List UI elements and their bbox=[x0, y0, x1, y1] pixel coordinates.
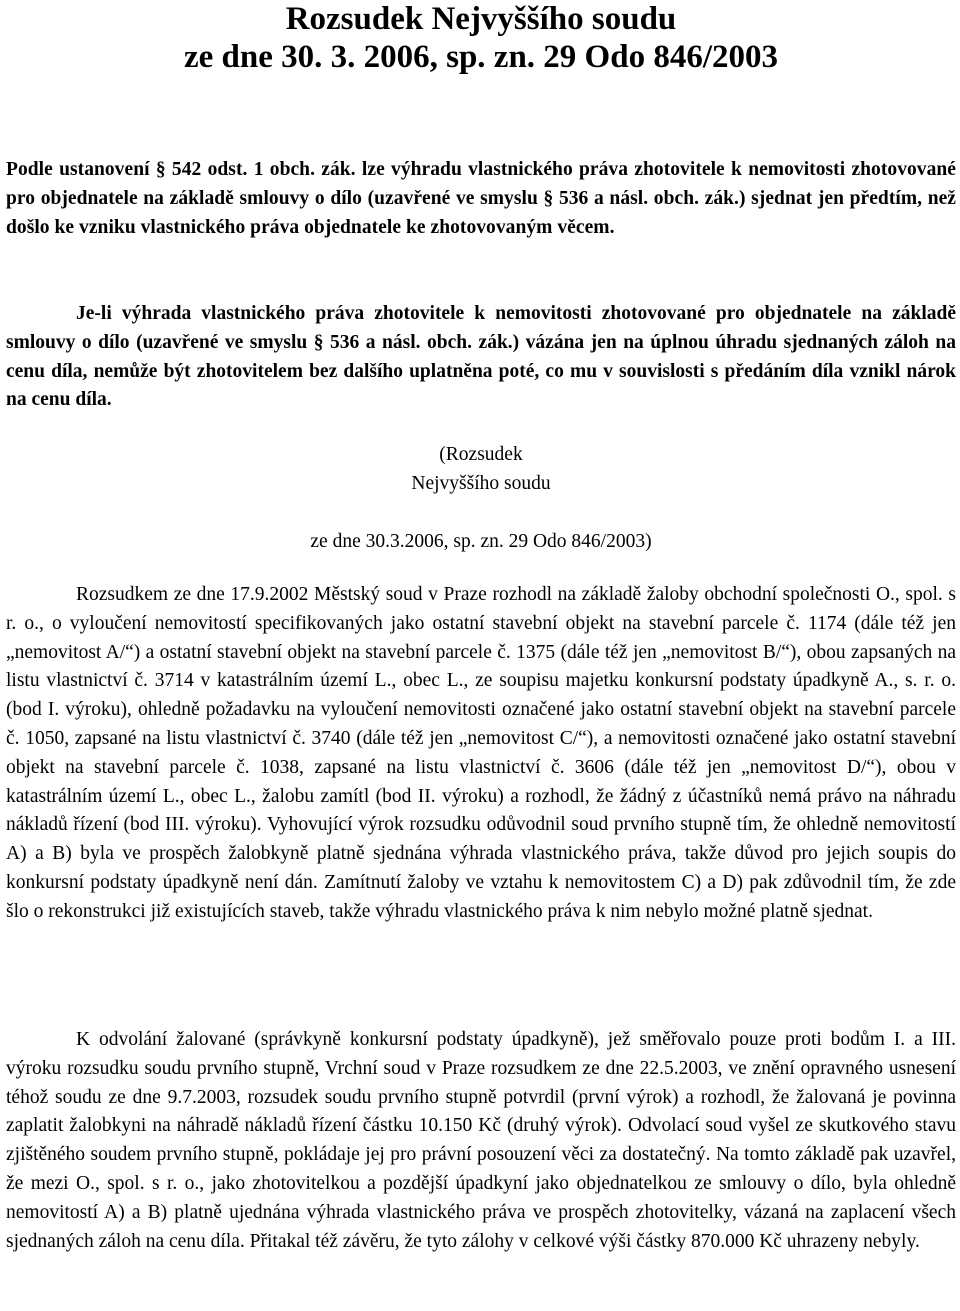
document-title bbox=[6, 0, 956, 76]
citation-line-2: Nejvyššího soudu bbox=[411, 473, 551, 494]
body-paragraph-1: Rozsudkem ze dne 17.9.2002 Městský soud v Praze rozhodl na základě žaloby obchodní společnosti O., spol. s r. o., o vyloučení nemovitostí specifikovaných jako ostatní stavební objekt na stavební parcele č. 1174 (dále též jen „nemovitost A/“) a ostatní stavební objekt na stavební parcele č. 1375 (dále též jen „nemovitost B/“), obou zapsaných na listu vlastnictví č. 3714 v katastrálním území L., obec L., ze soupisu majetku konkursní podstaty úpadkyně A., s. r. o. (bod I. výroku), ohledně požadavku na vyloučení nemovitosti označené jako ostatní stavební objekt na stavební parcele č. 1050, zapsané na listu vlastnictví č. 3740 (dále též jen „nemovitost C/“), a nemovitosti označené jako ostatní stavební objekt na stavební parcele č. 1038, zapsané na listu vlastnictví č. 3606 (dále též jen „nemovitost D/“), obou v katastrálním území L., obec L., žalobu zamítl (bod II. výroku) a rozhodl, že žádný z účastníků nemá právo na náhradu nákladů řízení (bod III. výroku). Vyhovující výrok rozsudku odůvodnil soud prvního stupně tím, že ohledně nemovitostí A) a B) byla ve prospěch žalobkyně platně sjednána výhrada vlastnického práva, takže důvod pro jejich soupis do konkursní podstaty úpadkyně není dán. Zamítnutí žaloby ve vztahu k nemovitostem C) a D) pak zdůvodnil tím, že zde šlo o rekonstrukci již existujících staveb, takže výhradu vlastnického práva k nim nebylo možné platně sjednat. bbox=[6, 584, 956, 922]
document-page bbox=[6, 0, 956, 1252]
title-line-1: Rozsudek Nejvyššího soudu bbox=[285, 1, 677, 37]
title-line-2: ze dne 30. 3. 2006, sp. zn. 29 Odo 846/2003 bbox=[183, 39, 779, 75]
headnote-paragraph-2: Je-li výhrada vlastnického práva zhotovitele k nemovitosti zhotovované pro objednatele na základě smlouvy o dílo (uzavřené ve smyslu § 536 a násl. obch. zák.) vázána jen na úplnou úhradu sjednaných záloh na cenu díla, nemůže být zhotovitelem bez dalšího uplatněna poté, co mu v souvislosti s předáním díla vznikl nárok na cenu díla. bbox=[6, 303, 956, 411]
citation-spacer bbox=[6, 498, 956, 527]
body-paragraph-2: K odvolání žalované (správkyně konkursní podstaty úpadkyně), jež směřovalo pouze proti bodům I. a III. výroku rozsudku soudu prvního stupně, Vrchní soud v Praze rozsudkem ze dne 22.5.2003, ve znění opravného usnesení téhož soudu ze dne 9.7.2003, rozsudek soudu prvního stupně potvrdil (první výrok) a rozhodl, že žalovaná je povinna zaplatit žalobkyni na náhradě nákladů řízení částku 10.150 Kč (druhý výrok). Odvolací soud vyšel ze skutkového stavu zjištěného soudem prvního stupně, pokládaje jej pro právní posouzení věci za dostatečný. Na tomto základě pak uzavřel, že mezi O., spol. s r. o., jako zhotovitelkou a pozdější úpadkyní jako objednatelkou ze smlouvy o dílo, byla ohledně nemovitostí A) a B) platně ujednána výhrada vlastnického práva ve prospěch zhotovitelky, vázaná na zaplacení všech sjednaných záloh na cenu díla. Přitakal též závěru, že tyto zálohy v celkové výši částky 870.000 Kč uhrazeny nebyly. bbox=[6, 1029, 956, 1252]
citation-line-3: ze dne 30.3.2006, sp. zn. 29 Odo 846/2003) bbox=[310, 531, 652, 552]
headnote-paragraph-1: Podle ustanovení § 542 odst. 1 obch. zák. lze výhradu vlastnického práva zhotovitele k nemovitosti zhotovované pro objednatele na základě smlouvy o dílo (uzavřené ve smyslu § 536 a násl. obch. zák.) sjednat jen předtím, než došlo ke vzniku vlastnického práva objednatele ke zhotovovaným věcem. bbox=[6, 159, 956, 238]
citation-line-1: (Rozsudek bbox=[439, 444, 523, 465]
decision-citation bbox=[6, 440, 956, 556]
